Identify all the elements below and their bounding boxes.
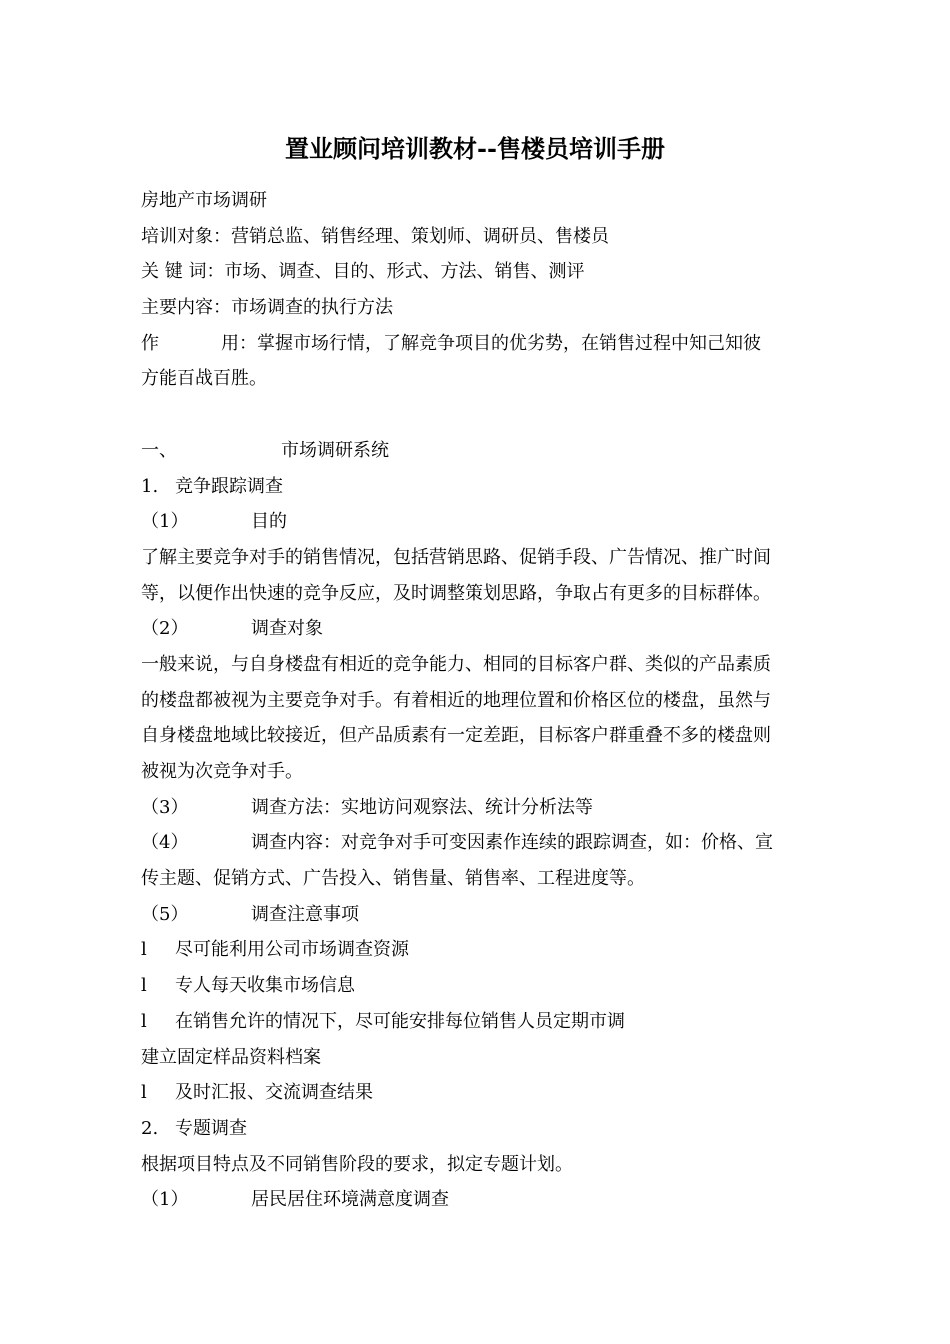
bullet-item <box>141 968 811 1004</box>
subsection-number: 1. <box>141 475 159 497</box>
paragraph-line: 等，以便作出快速的竞争反应，及时调整策划思路，争取占有更多的目标群体。 <box>141 582 771 604</box>
intro-purpose-continued: 方能百战百胜。 <box>141 368 267 390</box>
bullet-item <box>141 1075 811 1111</box>
paragraph-line: 自身楼盘地域比较接近，但产品质素有一定差距，目标客户群重叠不多的楼盘则 <box>141 725 771 747</box>
paragraph-line: 的楼盘都被视为主要竞争对手。有着相近的地理位置和价格区位的楼盘，虽然与 <box>141 689 771 711</box>
item-title: 调查内容：对竞争对手可变因素作连续的跟踪调查，如：价格、宣 <box>251 832 773 854</box>
item-number: （5） <box>141 903 189 925</box>
bullet-item <box>141 932 811 968</box>
purpose-label: 作 <box>141 332 159 354</box>
section-number: 一、 <box>141 439 177 461</box>
paragraph-line: 传主题、促销方式、广告投入、销售量、销售率、工程进度等。 <box>141 868 645 890</box>
paragraph-line: 一般来说，与自身楼盘有相近的竞争能力、相同的目标客户群、类似的产品素质 <box>141 653 771 675</box>
item-heading <box>141 504 811 540</box>
intro-topic: 房地产市场调研 <box>141 190 267 211</box>
bullet-text: 专人每天收集市场信息 <box>175 975 355 997</box>
item-heading <box>141 825 811 861</box>
blank-line <box>141 397 811 433</box>
item-title: 调查注意事项 <box>251 903 359 925</box>
item-number: （2） <box>141 618 189 640</box>
item-heading <box>141 611 811 647</box>
item-heading <box>141 897 811 933</box>
section-title: 市场调研系统 <box>281 439 389 461</box>
purpose-text: 用：掌握市场行情，了解竞争项目的优劣势，在销售过程中知己知彼 <box>221 332 761 354</box>
subsection-heading <box>141 1111 811 1147</box>
item-title: 目的 <box>251 511 287 533</box>
document-title: 置业顾问培训教材--售楼员培训手册 <box>285 134 665 163</box>
item-heading <box>141 1182 811 1218</box>
bullet-marker: l <box>141 1082 147 1104</box>
subsection-number: 2. <box>141 1117 159 1139</box>
bullet-text: 及时汇报、交流调查结果 <box>175 1082 373 1104</box>
paragraph-line: 被视为次竞争对手。 <box>141 761 303 782</box>
item-number: （4） <box>141 832 189 854</box>
intro-audience: 培训对象：营销总监、销售经理、策划师、调研员、售楼员 <box>141 225 609 247</box>
item-heading <box>141 790 811 826</box>
bullet-item <box>141 1004 811 1040</box>
item-title: 调查对象 <box>251 618 323 640</box>
bullet-marker: l <box>141 975 147 997</box>
item-number: （1） <box>141 1189 189 1211</box>
subsection-title: 竞争跟踪调查 <box>175 475 283 497</box>
bullet-marker: l <box>141 1010 147 1032</box>
bullet-text: 尽可能利用公司市场调查资源 <box>175 939 409 961</box>
intro-keywords: 关 键 词：市场、调查、目的、形式、方法、销售、测评 <box>141 261 585 283</box>
item-title: 调查方法：实地访问观察法、统计分析法等 <box>251 796 593 818</box>
paragraph-line: 了解主要竞争对手的销售情况，包括营销思路、促销手段、广告情况、推广时间 <box>141 546 771 568</box>
bullet-marker: l <box>141 939 147 961</box>
intro-main-content: 主要内容：市场调查的执行方法 <box>141 297 393 319</box>
subsection-title: 专题调查 <box>175 1117 247 1139</box>
paragraph-line: 根据项目特点及不同销售阶段的要求，拟定专题计划。 <box>141 1153 573 1175</box>
bullet-text: 在销售允许的情况下，尽可能安排每位销售人员定期市调 <box>175 1010 625 1032</box>
item-number: （1） <box>141 511 189 533</box>
intro-purpose <box>141 326 811 362</box>
item-number: （3） <box>141 796 189 818</box>
subsection-heading <box>141 469 811 505</box>
document-body <box>141 183 811 1218</box>
section-heading <box>141 433 811 469</box>
paragraph-line: 建立固定样品资料档案 <box>141 1046 321 1068</box>
item-title: 居民居住环境满意度调查 <box>251 1189 449 1211</box>
